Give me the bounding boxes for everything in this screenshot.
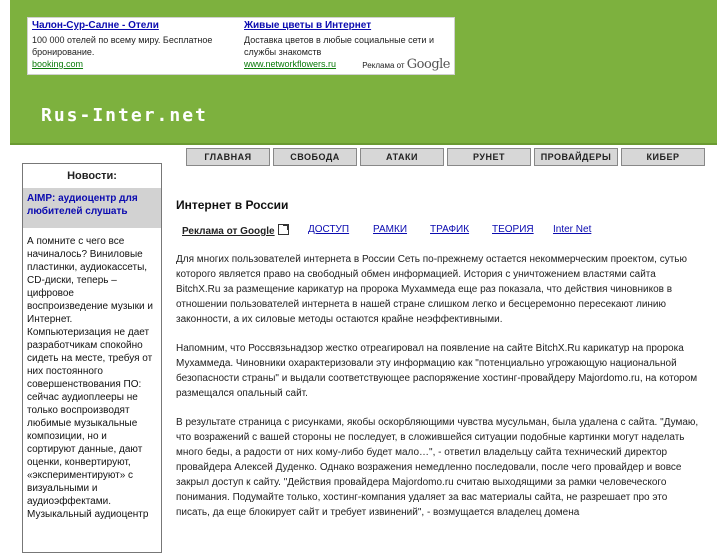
nav-home[interactable]: ГЛАВНАЯ	[186, 148, 270, 166]
header-divider	[10, 143, 717, 145]
nav-ataki[interactable]: АТАКИ	[360, 148, 444, 166]
nav-providers[interactable]: ПРОВАЙДЕРЫ	[534, 148, 618, 166]
ad-2-url[interactable]: www.networkflowers.ru	[244, 59, 337, 69]
nav-runet[interactable]: РУНЕТ	[447, 148, 531, 166]
news-text: А помните с чего все начиналось? Виниловые пластинки, аудиокассеты, CD-диски, теперь – цифровое воспроизведение музыки и Интернет. Компьютеризация не дает разработчикам спокойно сидеть на месте, требуя от них постоянного совершенствования ПО: сейчас аудиоплееры не только воспроизводят любимые музыкальные композиции, но и сортируют данные, дают оценки, конвертируют, «экспериментируют» с визуальными и аудиоэффектами. Музыкальный аудиоцентр	[27, 236, 153, 520]
article-paragraph-1: Для многих пользователей интернета в России Сеть по-прежнему остается некоммерческим проектом, сутью которого является право на свободный обмен информацией. История с уничтожением властями сайта BitchX.Ru за размещение карикатур на пророка Мухаммеда еще раз показала, что действия чиновников в отношении пользователей интернета в нашей стране слишком легко и бесцеремонно пересекают линию законности, а их силовые методы остаются крайне неэффективными.	[176, 254, 687, 325]
nav-kiber[interactable]: КИБЕР	[621, 148, 705, 166]
ads-by-google[interactable]	[362, 57, 450, 72]
tab-dostup[interactable]: ДОСТУП	[308, 224, 350, 235]
tab-ramki[interactable]: РАМКИ	[373, 224, 408, 235]
site-title[interactable]: Rus-Inter.net	[41, 105, 208, 126]
ad-1	[32, 20, 236, 70]
google-ads-label: Реклама от Google	[182, 226, 275, 237]
article-paragraph-3: В результате страница с рисунками, якобы оскорбляющими чувства мусульман, была удалена с сайта. "Думаю, что возражений с вашей стороны не последует, в сложившейся ситуации подобные картинки могут наделать много беды, а радости от них кому-либо будет мало…", - ответил владельцу сайта технический директор провайдера Алексей Дуденко. Однако возражения немедленно последовали, после чего провайдер и вовсе закрыл доступ к сайту. "Действия провайдера Majordomo.ru считаю выходящими за рамки человеческого понимания. Подумайте только, хостинг-компания удаляет за вас материалы сайта, не разрешает про это писать, да еще блокирует сайт и требует извинений", - возмущается владелец домена	[176, 417, 699, 518]
google-logo: Google	[406, 57, 450, 72]
right-margin	[717, 145, 727, 545]
ad-1-url[interactable]: booking.com	[32, 59, 84, 69]
left-margin	[0, 0, 10, 545]
header-band	[10, 0, 717, 143]
ads-label: Реклама от	[362, 61, 405, 70]
ad-2-title[interactable]: Живые цветы в Интернет	[244, 20, 372, 31]
topic-links	[176, 224, 700, 244]
news-heading: Новости:	[67, 170, 117, 182]
google-ads-link[interactable]	[182, 224, 289, 237]
main-content	[176, 198, 700, 534]
external-link-icon	[278, 224, 289, 235]
google-ads-box	[27, 17, 455, 75]
tab-teoriya[interactable]: ТЕОРИЯ	[492, 224, 534, 235]
ad-1-text: 100 000 отелей по всему миру. Бесплатное бронирование.	[32, 35, 213, 57]
article-paragraph-2: Напомним, что Россвязьнадзор жестко отреагировал на появление на сайте BitchX.Ru карикатур на пророка Мухаммеда. Чиновники охарактеризовали эту информацию как "потенциально угрожающую национальной безопасности страны" и выдали соответствующее распоряжение хостинг-провайдеру Majordomo.ru, на котором размещался опальный сайт.	[176, 343, 698, 399]
ad-2-text: Доставка цветов в любые социальные сети и службы знакомств	[244, 35, 434, 57]
ad-1-title[interactable]: Чалон-Сур-Салне - Отели	[32, 20, 159, 31]
tab-inter-net[interactable]: Inter Net	[553, 224, 592, 235]
news-sidebar	[22, 163, 162, 553]
article-title: Интернет в России	[176, 198, 289, 212]
nav-svoboda[interactable]: СВОБОДА	[273, 148, 357, 166]
news-link[interactable]: AIMP: аудиоцентр для любителей слушать	[23, 188, 161, 228]
tab-trafik[interactable]: ТРАФИК	[430, 224, 470, 235]
